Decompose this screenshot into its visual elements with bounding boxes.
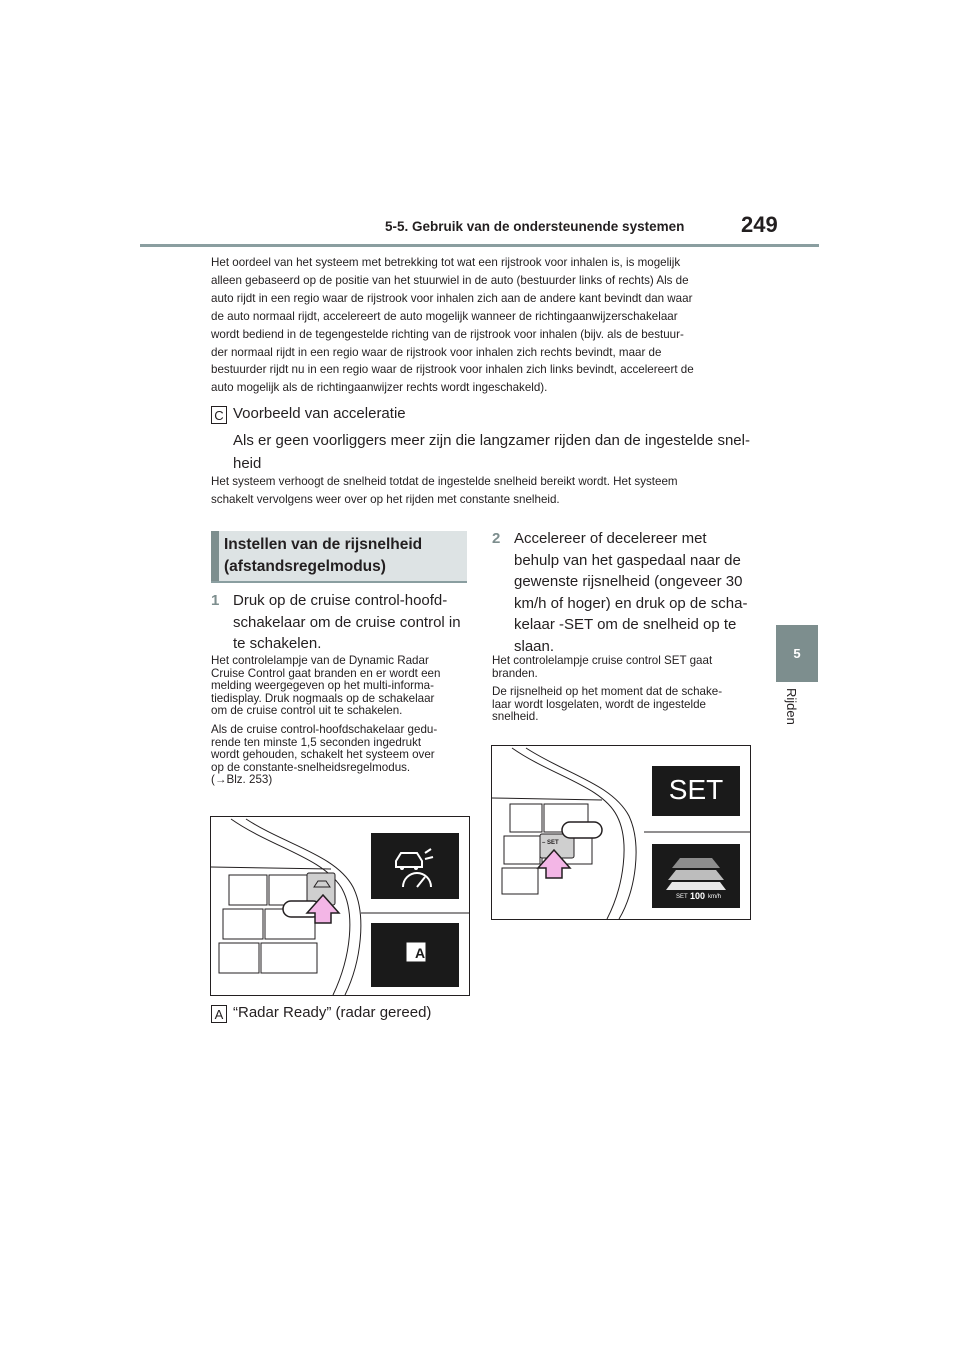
- note-line: melding weergegeven op het multi-informa-: [211, 679, 434, 693]
- note-line: wordt gehouden, schakelt het systeem over: [211, 748, 435, 762]
- note-line: De rijsnelheid op het moment dat de schake-: [492, 685, 723, 699]
- step-1-note-1: [211, 655, 466, 718]
- step-2-notes: [492, 655, 750, 730]
- note-line: tiedisplay. Druk nogmaals op de schakelaar: [211, 691, 435, 705]
- chapter-tab-number: 5: [776, 625, 818, 682]
- section-heading-title: [224, 534, 422, 578]
- step-1-text: [233, 590, 468, 655]
- subtitle-line: Als er geen voorliggers meer zijn die langzamer rijden dan de ingestelde snel-: [233, 432, 750, 449]
- figure-set-switch: [491, 745, 751, 920]
- intro-line: de auto normaal rijdt, accelereert de auto mogelijk wanneer de richtingaanwijzerschakelaar: [211, 309, 678, 323]
- note-line: Cruise Control gaat branden en er wordt een: [211, 666, 441, 680]
- section-c-body: [211, 473, 751, 509]
- step-line: km/h of hoger) en druk op de scha-: [514, 594, 748, 612]
- step-line: te schakelen.: [233, 635, 322, 652]
- section-c-title: Voorbeeld van acceleratie: [233, 405, 406, 422]
- note-line: (→Blz. 253): [211, 773, 273, 787]
- display-letter-a: A: [414, 945, 426, 961]
- step-1-note-2: [211, 724, 466, 787]
- step-line: slaan.: [514, 637, 555, 655]
- header-rule: [140, 244, 819, 247]
- step-line: gewenste rijsnelheid (ongeveer 30: [514, 573, 743, 590]
- label-letter: A: [211, 1005, 227, 1023]
- heading-line: Instellen van de rijsnelheid: [224, 536, 423, 553]
- step-2-note-1: [492, 655, 750, 680]
- step-2-text: [514, 528, 754, 657]
- note-line: Het controlelampje cruise control SET gaat: [492, 654, 713, 667]
- note-line: Het controlelampje van de Dynamic Radar: [211, 654, 429, 667]
- set-switch-label: – SET: [542, 840, 559, 846]
- note-line: op de constante-snelheidsregelmodus.: [211, 760, 411, 774]
- step-1-number: 1: [211, 592, 220, 609]
- body-line: Het systeem verhoogt de snelheid totdat de ingestelde snelheid bereikt wordt. Het systeem: [211, 475, 678, 488]
- step-1-notes: [211, 655, 466, 793]
- note-line: rende ten minste 1,5 seconden ingedrukt: [211, 735, 422, 749]
- step-line: kelaar -SET om de snelheid op te: [514, 616, 737, 633]
- note-line: om de cruise control uit te schakelen.: [211, 704, 403, 718]
- display-speed-value: 100: [690, 891, 706, 901]
- page-number: 249: [741, 212, 778, 237]
- intro-line: auto mogelijk als de richtingaanwijzer rechts wordt ingeschakeld).: [211, 381, 548, 395]
- step-line: schakelaar om de cruise control in: [233, 613, 461, 631]
- intro-paragraph: [211, 254, 751, 397]
- step-line: behulp van het gaspedaal naar de: [514, 551, 741, 569]
- main-switch-illustration: [211, 817, 469, 995]
- intro-line: alleen gebaseerd op de positie van het stuurwiel in de auto (bestuurder links of rechts) Als de: [211, 273, 689, 287]
- caption-a-text: “Radar Ready” (radar gereed): [233, 1004, 432, 1021]
- label-box-a: [211, 1005, 227, 1024]
- body-line: schakelt vervolgens weer over op het rijden met constante snelheid.: [211, 492, 560, 506]
- intro-line: wordt bediend in de tegengestelde richting van de rijstrook voor inhalen (bijv. als de bestuur-: [211, 327, 684, 341]
- heading-line: (afstandsregelmodus): [224, 558, 386, 575]
- note-line: Als de cruise control-hoofdschakelaar gedu-: [211, 722, 438, 736]
- note-line: branden.: [492, 666, 538, 680]
- section-heading-bar: [211, 531, 219, 581]
- step-2-number: 2: [492, 530, 501, 547]
- section-c-subtitle: [233, 429, 750, 475]
- display-speed-prefix: SET: [676, 894, 688, 900]
- step-line: Accelereer of decelereer met: [514, 530, 707, 547]
- step-2-note-2: [492, 686, 750, 724]
- step-line: Druk op de cruise control-hoofd-: [233, 592, 448, 609]
- subtitle-line: heid: [233, 455, 262, 472]
- note-line: laar wordt losgelaten, wordt de ingestelde: [492, 697, 706, 711]
- label-box-c: [211, 406, 227, 425]
- intro-line: bestuurder rijdt nu in een regio waar de rijstrook voor inhalen zich links bevindt, accelereert de: [211, 363, 694, 377]
- intro-line: der normaal rijdt in een regio waar de rijstrook voor inhalen zich rechts bevindt, maar de: [211, 345, 662, 359]
- running-header-section: 5-5. Gebruik van de ondersteunende systemen: [385, 219, 685, 234]
- display-set-text: SET: [668, 774, 724, 805]
- label-letter: C: [211, 406, 227, 424]
- intro-line: auto rijdt in een regio waar de rijstrook voor inhalen zich aan de andere kant bevindt dan waar: [211, 291, 693, 305]
- figure-main-switch: [210, 816, 470, 996]
- display-speed-unit: km/h: [708, 894, 722, 900]
- note-line: snelheid.: [492, 710, 539, 724]
- chapter-tab-label: Rijden: [784, 688, 799, 725]
- intro-line: Het oordeel van het systeem met betrekking tot wat een rijstrook voor inhalen is, is mogelijk: [211, 256, 681, 269]
